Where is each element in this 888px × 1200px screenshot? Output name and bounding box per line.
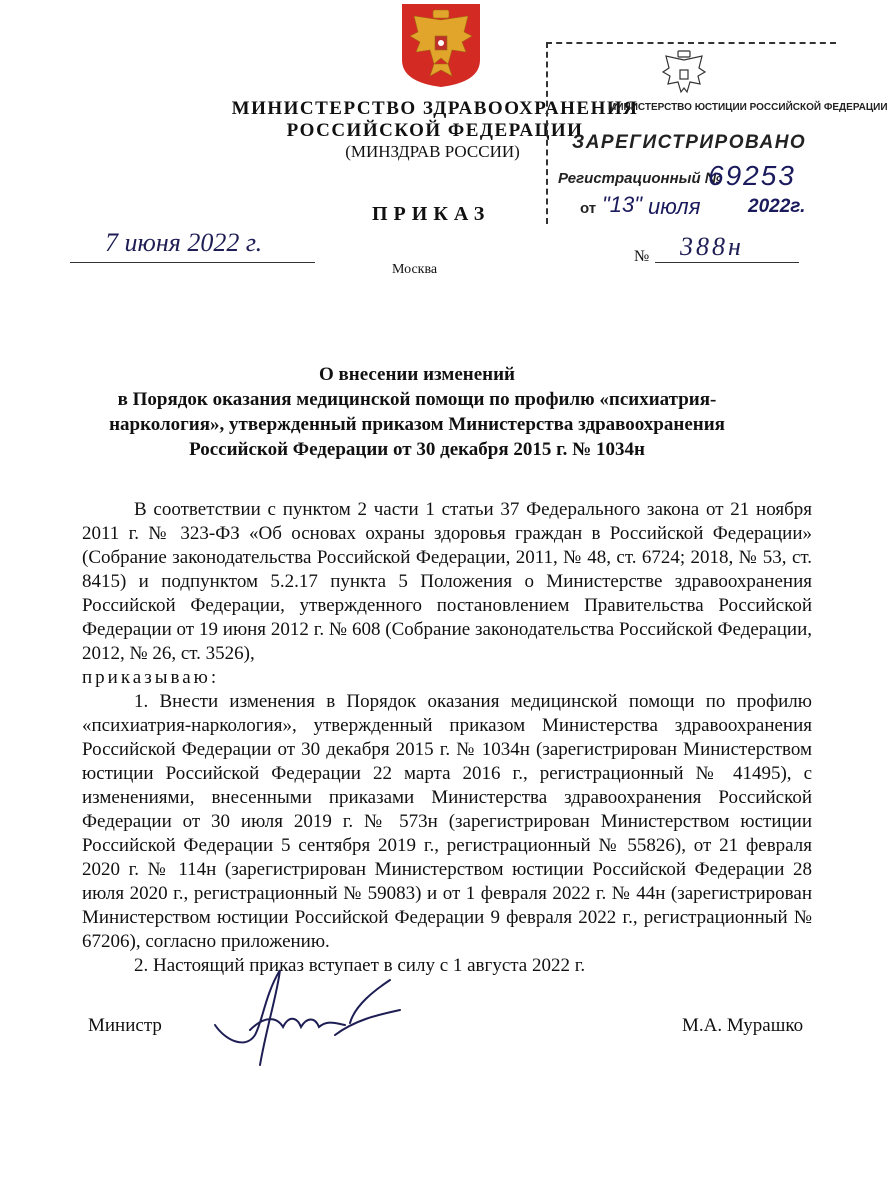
preamble-paragraph: В соответствии с пунктом 2 части 1 статьи 37 Федерального закона от 21 ноября 2011 г. № 323-ФЗ «Об основах охраны здоровья граждан в Российской Федерации» (Собрание законодательства Российской Федерации, 2011, № 48, ст. 6724; 2018, № 53, ст. 8415) и подпунктом 5.2.17 пункта 5 Положения о Министерстве здравоохранения Российской Федерации, утвержденного постановлением Правительства Российской Федерации от 19 июня 2012 г. № 608 (Собрание законодательства Российской Федерации, 2012, № 26, ст. 3526),: [82, 499, 812, 664]
stamp-coat-of-arms-icon: [658, 48, 710, 100]
stamp-date-year: 2022г.: [748, 196, 806, 217]
handwritten-order-number: 388н: [680, 232, 744, 261]
order-number-underline: [655, 262, 799, 263]
ministry-name-line2: РОССИЙСКОЙ ФЕДЕРАЦИИ: [286, 120, 584, 141]
stamp-registered: ЗАРЕГИСТРИРОВАНО: [572, 132, 807, 153]
stamp-organization: МИНИСТЕРСТВО ЮСТИЦИИ РОССИЙСКОЙ ФЕДЕРАЦИИ: [608, 102, 888, 113]
date-underline: [70, 262, 315, 263]
minister-label: Министр: [88, 1015, 162, 1036]
stamp-date-day: "13": [602, 192, 643, 217]
city: Москва: [392, 262, 438, 277]
document-title-line1: О внесении изменений: [318, 364, 515, 385]
ministry-name-line1: МИНИСТЕРСТВО ЗДРАВООХРАНЕНИЯ: [231, 98, 639, 119]
stamp-number-value: 69253: [708, 160, 796, 191]
stamp-date-from: от: [580, 200, 597, 217]
minister-name: М.А. Мурашко: [682, 1015, 804, 1036]
stamp-date-month: июля: [648, 194, 701, 219]
document-body: [82, 498, 812, 978]
document-title-line3: наркология», утвержденный приказом Министерства здравоохранения: [109, 414, 725, 435]
document-title-line4: Российской Федерации от 30 декабря 2015 г. № 1034н: [189, 439, 645, 460]
order-number-label: №: [634, 248, 650, 265]
ministry-short-name: (МИНЗДРАВ РОССИИ): [345, 142, 520, 161]
item-2-paragraph: 2. Настоящий приказ вступает в силу с 1 августа 2022 г.: [134, 955, 586, 976]
stamp-number-label: Регистрационный №: [558, 170, 722, 187]
item-1-paragraph: 1. Внести изменения в Порядок оказания медицинской помощи по профилю «психиатрия-наркология», утвержденный приказом Министерства здравоохранения Российской Федерации от 30 декабря 2015 г. № 1034н (зарегистрирован Министерством юстиции Российской Федерации 22 марта 2016 г., регистрационный № 41495), с изменениями, внесенными приказами Министерства здравоохранения Российской Федерации от 30 июля 2019 г. № 573н (зарегистрирован Министерством юстиции Российской Федерации 5 сентября 2019 г., регистрационный № 55826), от 21 февраля 2020 г. № 114н (зарегистрирован Министерством юстиции Российской Федерации 28 июля 2020 г., регистрационный № 59083) и от 1 февраля 2022 г. № 44н (зарегистрирован Министерством юстиции Российской Федерации 9 февраля 2022 г., регистрационный № 67206), согласно приложению.: [82, 691, 812, 952]
decree-word: приказываю:: [82, 667, 220, 688]
order-title: ПРИКАЗ: [372, 203, 491, 225]
registration-stamp: [546, 42, 888, 224]
document-title-line2: в Порядок оказания медицинской помощи по профилю «психиатрия-: [117, 389, 717, 410]
handwritten-signature-icon: [205, 965, 405, 1080]
document-title: [80, 362, 754, 462]
russian-coat-of-arms-icon: [400, 2, 482, 88]
handwritten-date: 7 июня 2022 г.: [105, 228, 263, 257]
